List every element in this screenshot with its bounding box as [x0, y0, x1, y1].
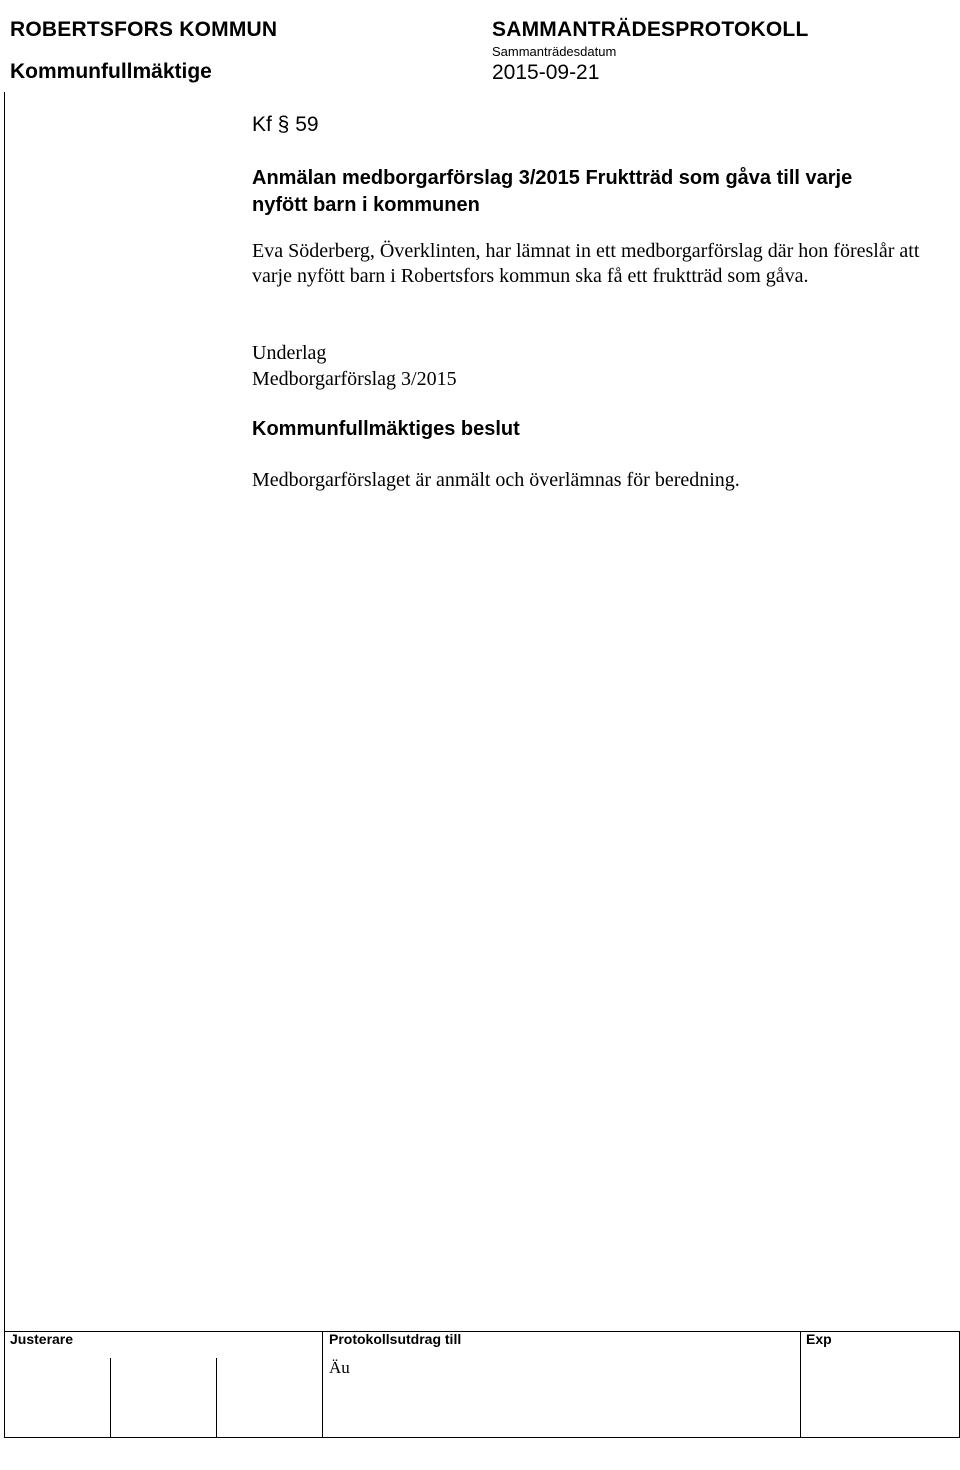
assembly-name: Kommunfullmäktige: [10, 60, 212, 83]
paragraph-body: Eva Söderberg, Överklinten, har lämnat in ett medborgarförslag där hon föreslår att varje nyfött barn i Robertsfors kommun ska få ett fruktträd som gåva.: [252, 240, 920, 287]
footer-column-divider: [322, 1331, 323, 1438]
paragraph-number: Kf § 59: [252, 113, 319, 136]
footer-column-divider: [800, 1331, 801, 1438]
decision-heading: Kommunfullmäktiges beslut: [252, 418, 520, 440]
signer-box-divider: [110, 1358, 111, 1438]
meeting-date-label: Sammanträdesdatum: [492, 44, 617, 59]
footer-bottom-rule: [4, 1437, 960, 1438]
paragraph-title: Anmälan medborgarförslag 3/2015 Fruktträd som gåva till varje nyfött barn i kommunen: [252, 167, 853, 216]
footer-left-border: [4, 1331, 5, 1438]
meeting-date: 2015-09-21: [492, 61, 600, 84]
basis-heading: Underlag: [252, 342, 327, 364]
signer-box-divider: [216, 1358, 217, 1438]
decision-text: Medborgarförslaget är anmält och överlämnas för beredning.: [252, 469, 740, 491]
extract-recipients-label: Protokollsutdrag till: [329, 1331, 462, 1347]
signer-label: Justerare: [10, 1331, 74, 1347]
document-type: SAMMANTRÄDESPROTOKOLL: [492, 18, 809, 41]
dispatch-label: Exp: [806, 1331, 832, 1347]
organization-name: ROBERTSFORS KOMMUN: [10, 18, 278, 41]
extract-recipients-value: Äu: [329, 1358, 350, 1377]
left-margin-rule: [4, 92, 5, 1332]
basis-item: Medborgarförslag 3/2015: [252, 368, 457, 390]
